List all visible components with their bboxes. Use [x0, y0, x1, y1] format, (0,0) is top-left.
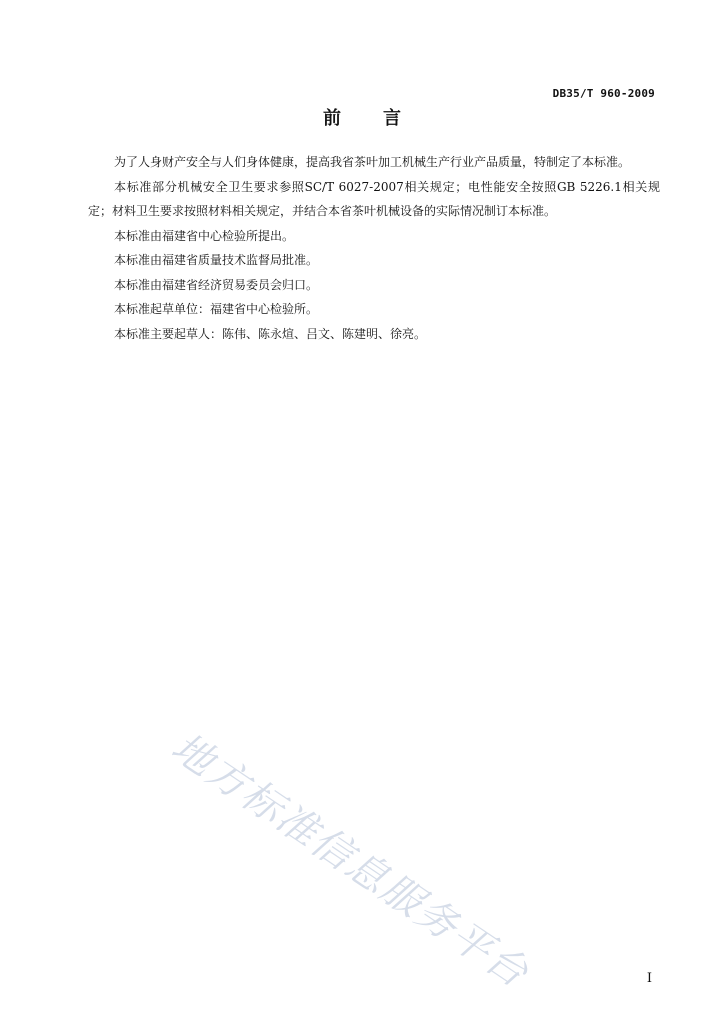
- paragraph-approver: 本标准由福建省质量技术监督局批准。: [114, 253, 319, 267]
- paragraph-drafters: 本标准主要起草人：陈伟、陈永煊、吕文、陈建明、徐亮。: [114, 326, 427, 341]
- page-number: I: [646, 971, 652, 986]
- paragraph-references: 本标准部分机械安全卫生要求参照SC/T 6027-2007相关规定；电性能安全按照GB 5226.1相关规定；材料卫生要求按照材料相关规定，并结合本省茶叶机械设备的实际情况制订本标准。: [88, 179, 660, 218]
- page-title: 前言: [323, 108, 443, 129]
- paragraph-drafting-unit: 本标准起草单位：福建省中心检验所。: [114, 302, 319, 316]
- paragraph-proposer: 本标准由福建省中心检验所提出。: [114, 228, 295, 243]
- foreword-body: [88, 150, 660, 346]
- paragraph-administrator: 本标准由福建省经济贸易委员会归口。: [114, 277, 319, 292]
- paragraph-purpose: 为了人身财产安全与人们身体健康，提高我省茶叶加工机械生产行业产品质量，特制定了本标准。: [114, 155, 631, 169]
- document-code: DB35/T 960-2009: [552, 87, 655, 100]
- watermark-text: 地方标准信息服务平台: [163, 724, 538, 998]
